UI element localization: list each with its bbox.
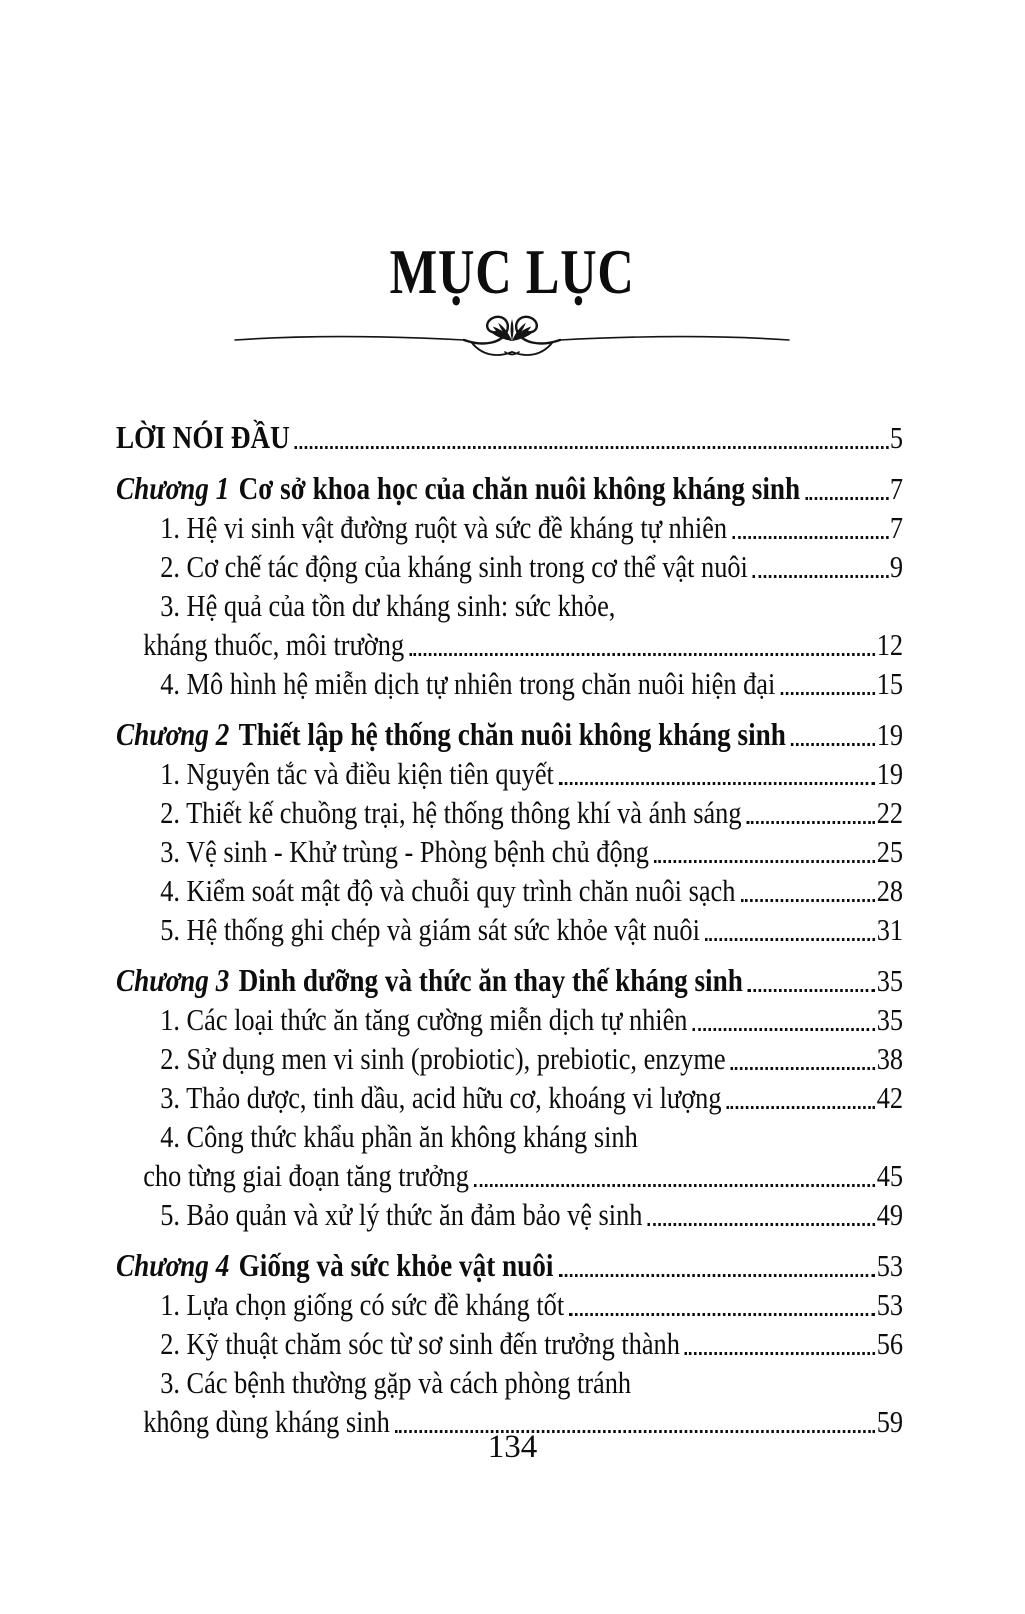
dotted-leader: [732, 536, 888, 539]
toc-entry-label: 3. Hệ quả của tồn dư kháng sinh: sức khỏe,: [160, 588, 616, 623]
toc-entry-page-number: 53: [876, 1287, 904, 1322]
toc-entry-page-number: 19: [876, 717, 904, 752]
toc-entry: [116, 1324, 903, 1363]
toc-entry-label: 2. Sử dụng men vi sinh (probiotic), prebiotic, enzyme: [160, 1041, 726, 1076]
toc-entry: [116, 1363, 903, 1402]
toc-entry-label: kháng thuốc, môi trường: [143, 627, 405, 662]
toc-entry: [116, 832, 903, 871]
chapter-prefix: Chương 3: [116, 962, 230, 998]
toc-entry: [116, 508, 903, 547]
toc-entry: [116, 1156, 903, 1195]
dotted-leader: [705, 938, 875, 941]
toc-entry-label: không dùng kháng sinh: [143, 1404, 390, 1439]
toc-entry-label: 4. Mô hình hệ miễn dịch tự nhiên trong chăn nuôi hiện đại: [160, 666, 776, 701]
toc-entry-page-number: 59: [876, 1404, 904, 1439]
toc-entry-page-number: 5: [889, 420, 904, 455]
toc-entry-page-number: 9: [889, 549, 904, 584]
toc-entry: [116, 664, 903, 703]
dotted-leader: [295, 446, 888, 449]
toc-entry: [116, 1000, 903, 1039]
dotted-leader: [747, 821, 875, 824]
toc-entry: [116, 754, 903, 793]
toc-entry-label: 5. Hệ thống ghi chép và giám sát sức khỏe vật nuôi: [160, 912, 700, 947]
toc-entry-page-number: 56: [876, 1326, 904, 1361]
toc-entry: [116, 793, 903, 832]
toc-entry-label: 1. Nguyên tắc và điều kiện tiên quyết: [160, 756, 554, 791]
chapter-prefix: Chương 1: [116, 470, 230, 506]
dotted-leader: [693, 1028, 875, 1031]
toc-entry-page-number: 45: [876, 1158, 904, 1193]
toc-entry: [116, 715, 903, 754]
toc-entry-page-number: 42: [876, 1080, 904, 1115]
chapter-prefix: Chương 2: [116, 716, 230, 752]
page-title-wrap: [0, 237, 1025, 307]
dotted-leader: [748, 989, 875, 992]
toc-entry-label: Thiết lập hệ thống chăn nuôi không kháng sinh: [238, 716, 786, 752]
folio-page-number: 134: [487, 1429, 538, 1465]
toc-entry-label: 2. Kỹ thuật chăm sóc từ sơ sinh đến trưởng thành: [160, 1326, 680, 1361]
toc-entry-label: 3. Vệ sinh - Khử trùng - Phòng bệnh chủ động: [160, 834, 649, 869]
toc-entry-label: LỜI NÓI ĐẦU: [116, 419, 290, 455]
toc-entry-label: 5. Bảo quản và xử lý thức ăn đảm bảo vệ sinh: [160, 1197, 643, 1232]
toc-entry-label: 3. Các bệnh thường gặp và cách phòng tránh: [160, 1365, 632, 1400]
toc-entry-page-number: 7: [889, 471, 904, 506]
toc-entry-label: Dinh dưỡng và thức ăn thay thế kháng sinh: [238, 962, 743, 998]
toc-entry: [116, 910, 903, 949]
toc-entry: [116, 1285, 903, 1324]
chapter-prefix: Chương 4: [116, 1247, 230, 1283]
page-title: MỤC LỤC: [389, 237, 635, 307]
toc-entry-label: Cơ sở khoa học của chăn nuôi không kháng sinh: [238, 470, 801, 506]
dotted-leader: [731, 1067, 875, 1070]
toc-entry: [116, 1246, 903, 1285]
toc-entry-label: 1. Lựa chọn giống có sức đề kháng tốt: [160, 1287, 565, 1322]
toc-entry-page-number: 25: [876, 834, 904, 869]
toc-entry-label: 2. Cơ chế tác động của kháng sinh trong cơ thể vật nuôi: [160, 549, 748, 584]
toc-entry-label: 1. Hệ vi sinh vật đường ruột và sức đề kháng tự nhiên: [160, 510, 728, 545]
toc-entry-page-number: 15: [876, 666, 904, 701]
toc-entry-page-number: 35: [876, 963, 904, 998]
toc-entry-label: 2. Thiết kế chuồng trại, hệ thống thông khí và ánh sáng: [160, 795, 742, 830]
toc-entry: [116, 625, 903, 664]
toc-entry: [116, 871, 903, 910]
dotted-leader: [805, 497, 888, 500]
toc-entry-page-number: 7: [889, 510, 904, 545]
toc-entry-label: cho từng giai đoạn tăng trưởng: [143, 1158, 469, 1193]
toc-entry-page-number: 38: [876, 1041, 904, 1076]
dotted-leader: [654, 860, 875, 863]
toc-entry-page-number: 12: [876, 627, 904, 662]
dotted-leader: [409, 653, 875, 656]
dotted-leader: [727, 1106, 875, 1109]
toc-entry-page-number: 19: [876, 756, 904, 791]
toc-entry-page-number: 28: [876, 873, 904, 908]
toc-entry: [116, 1039, 903, 1078]
toc-entry: [116, 547, 903, 586]
ornamental-divider-icon: [232, 313, 792, 359]
toc-entry: [116, 1078, 903, 1117]
table-of-contents: [116, 418, 903, 1441]
toc-entry: [116, 418, 903, 457]
dotted-leader: [753, 575, 888, 578]
toc-entry: [116, 1195, 903, 1234]
toc-entry: [116, 961, 903, 1000]
toc-entry-label: Giống và sức khỏe vật nuôi: [238, 1247, 554, 1283]
toc-entry: [116, 586, 903, 625]
toc-entry-label: 1. Các loại thức ăn tăng cường miễn dịch tự nhiên: [160, 1002, 688, 1037]
toc-entry: [116, 1117, 903, 1156]
dotted-leader: [569, 1313, 875, 1316]
toc-entry-label: 4. Công thức khẩu phần ăn không kháng sinh: [160, 1119, 638, 1154]
dotted-leader: [474, 1184, 875, 1187]
dotted-leader: [791, 743, 875, 746]
dotted-leader: [780, 692, 875, 695]
toc-entry-page-number: 31: [876, 912, 904, 947]
toc-entry-page-number: 35: [876, 1002, 904, 1037]
toc-entry-page-number: 49: [876, 1197, 904, 1232]
dotted-leader: [740, 899, 875, 902]
dotted-leader: [685, 1352, 875, 1355]
toc-entry-page-number: 22: [876, 795, 904, 830]
toc-entry: [116, 469, 903, 508]
dotted-leader: [648, 1223, 875, 1226]
toc-entry-label: 3. Thảo dược, tinh dầu, acid hữu cơ, khoáng vi lượng: [160, 1080, 722, 1115]
dotted-leader: [559, 782, 875, 785]
toc-entry-page-number: 53: [876, 1248, 904, 1283]
dotted-leader: [559, 1274, 875, 1277]
toc-entry-label: 4. Kiểm soát mật độ và chuỗi quy trình chăn nuôi sạch: [160, 873, 736, 908]
